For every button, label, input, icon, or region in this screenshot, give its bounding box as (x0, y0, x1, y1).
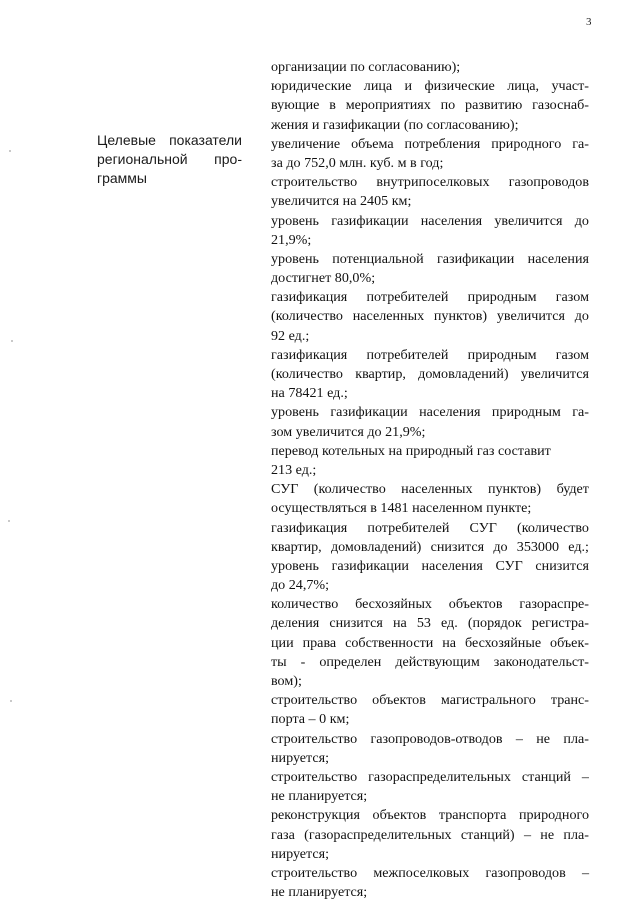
text-word: уровень (271, 404, 319, 421)
text-word: – (581, 768, 589, 785)
text-line (271, 653, 589, 672)
text-line (271, 212, 589, 231)
text-line (271, 883, 589, 902)
text-line (271, 58, 589, 77)
text-word: газом (555, 346, 589, 363)
text-word: ты (271, 653, 287, 670)
text-line (271, 710, 589, 729)
text-word: (порядок (467, 615, 522, 632)
text-word: газоснаб- (532, 97, 589, 114)
text-word: строительство (271, 768, 358, 785)
text-word: ции (271, 634, 294, 651)
text-word: потенциальной (332, 250, 424, 267)
text-word: увеличится (520, 366, 589, 382)
text-word: населения (527, 250, 589, 267)
text-word: населения (421, 557, 483, 574)
text-line (271, 557, 589, 576)
text-word: природным (467, 346, 537, 363)
text-word: потребления (404, 135, 481, 152)
text-word: – (523, 826, 531, 843)
text-word: ед.; (568, 538, 589, 555)
text-word: зом увеличится до 21,9%; (271, 423, 426, 440)
text-word: юридические (271, 78, 352, 95)
label-word: показатели (169, 132, 242, 148)
text-word: объек- (550, 634, 589, 651)
text-line (271, 826, 589, 845)
text-line (271, 231, 589, 250)
text-word: по (440, 97, 456, 114)
text-word: станций) (460, 826, 515, 843)
text-word: СУГ (495, 557, 523, 574)
scan-speck (8, 520, 10, 522)
text-word: участ- (551, 78, 589, 95)
text-line (271, 691, 589, 710)
text-line (271, 787, 589, 806)
text-word: деления (271, 615, 320, 632)
label-word: Целевые (97, 132, 156, 148)
text-line (271, 768, 589, 787)
text-word: газопроводов-отводов (370, 730, 503, 747)
text-line (271, 77, 589, 96)
text-line (271, 576, 589, 595)
text-line (271, 135, 589, 154)
text-word: внутрипоселковых (376, 174, 490, 191)
text-word: пунктов) (433, 308, 488, 325)
text-word: объектов (448, 596, 503, 613)
text-word: (количество (271, 308, 343, 325)
text-word: лица (363, 78, 393, 95)
text-word: газораспределительных (368, 768, 511, 785)
text-word: домовладений) (330, 538, 422, 555)
text-word: и (404, 78, 413, 95)
text-word: природным (491, 404, 561, 421)
text-word: населенных (401, 481, 473, 498)
text-word: не (540, 826, 555, 843)
text-word: снизится (329, 615, 383, 632)
text-word: (количество (271, 366, 343, 382)
text-word: законодательст- (493, 653, 589, 670)
text-line (271, 288, 589, 307)
text-word: нируется; (271, 845, 330, 862)
text-word: природного (491, 135, 562, 152)
text-word: определен (319, 653, 382, 670)
label-line (97, 169, 242, 188)
text-word: реконструкция (271, 807, 360, 824)
text-word: га- (572, 135, 589, 152)
text-line (271, 154, 589, 173)
text-word: природного (518, 807, 589, 824)
text-word: нируется; (271, 749, 330, 766)
text-word: на (442, 634, 457, 651)
text-word: газификация (271, 289, 348, 306)
text-word: транс- (550, 692, 589, 709)
text-word: 213 ед.; (271, 461, 317, 478)
label-line (97, 131, 242, 150)
text-word: потребителей (366, 346, 449, 363)
text-word: не планируется; (271, 788, 368, 805)
text-word: бесхозяйные (465, 634, 542, 651)
text-line (271, 595, 589, 614)
text-word: 92 ед.; (271, 327, 310, 344)
text-word: действующим (395, 653, 480, 670)
text-word: лица, (507, 78, 540, 95)
target-indicators-text (271, 58, 589, 902)
text-word: увеличится (496, 308, 565, 325)
text-word: организации по согласованию); (271, 59, 461, 75)
text-word: не (536, 730, 551, 747)
text-word: пла- (563, 826, 589, 843)
text-word: газификации (330, 404, 408, 421)
text-word: объектов (372, 692, 426, 709)
text-word: газопроводов (508, 174, 589, 191)
text-line (271, 423, 589, 442)
text-line (271, 672, 589, 691)
text-word: жения и газификации (по согласованию); (271, 116, 519, 133)
text-word: физические (424, 78, 495, 95)
text-line (271, 538, 589, 557)
text-word: строительство (271, 174, 358, 191)
text-word: мероприятиях (345, 97, 431, 114)
text-line (271, 384, 589, 403)
text-word: регистра- (531, 615, 589, 632)
label-word: региональной (97, 151, 188, 168)
text-word: будет (556, 481, 589, 498)
text-line (271, 614, 589, 633)
text-line (271, 346, 589, 365)
text-word: вующие (271, 97, 320, 114)
text-word: газификации (331, 212, 409, 229)
text-word: станций (521, 768, 571, 785)
text-word: строительство (271, 730, 358, 747)
text-word: увеличится (494, 212, 563, 229)
text-word: увеличится на 2405 км; (271, 193, 412, 210)
text-line (271, 749, 589, 768)
text-word: осуществляться в 1481 населенном пункте; (271, 500, 532, 517)
text-line (271, 365, 589, 384)
scan-speck (11, 340, 13, 342)
text-word: собственности (345, 634, 434, 651)
text-word: до (574, 308, 589, 325)
text-word: строительство (271, 692, 358, 709)
text-line (271, 250, 589, 269)
text-word: 21,9%; (271, 231, 312, 248)
text-word: не планируется; (271, 884, 368, 901)
label-word: про- (214, 151, 242, 168)
text-word: до 24,7%; (271, 577, 330, 594)
text-word: СУГ (469, 519, 497, 536)
text-word: населения (420, 212, 483, 229)
text-word: магистрального (440, 692, 536, 709)
text-word: ед. (440, 615, 458, 632)
text-word: газа (271, 826, 295, 843)
text-word: строительство (271, 864, 358, 881)
text-word: – (581, 864, 589, 881)
text-word: СУГ (271, 481, 299, 498)
text-word: объектов (372, 807, 427, 824)
text-word: домовладений) (418, 366, 509, 382)
section-label-target-indicators (97, 131, 242, 189)
text-line (271, 307, 589, 326)
text-line (271, 519, 589, 538)
text-word: до (574, 212, 589, 229)
text-line (271, 461, 589, 480)
text-line (271, 845, 589, 864)
text-word: уровень (271, 250, 319, 267)
text-word: га- (572, 404, 589, 421)
text-line (271, 730, 589, 749)
label-line (97, 150, 242, 169)
text-word: населенных (352, 308, 425, 325)
scan-speck (10, 700, 12, 702)
text-word: развитию (465, 97, 523, 114)
text-line (271, 192, 589, 211)
text-word: порта – 0 км; (271, 711, 350, 728)
text-word: газом (555, 289, 589, 306)
text-line (271, 499, 589, 518)
text-word: увеличение (271, 135, 341, 152)
text-word: квартир, (355, 366, 406, 382)
text-line (271, 269, 589, 288)
text-word: газораспре- (519, 596, 589, 613)
text-word: (количество (517, 519, 589, 536)
text-word: газификация (271, 519, 348, 536)
text-word: (количество (313, 481, 386, 498)
text-word: перевод котельных на природный газ составит (271, 442, 551, 459)
text-word: газификации (437, 250, 515, 267)
text-word: транспорта (438, 807, 507, 824)
text-line (271, 327, 589, 346)
text-word: в (329, 97, 336, 114)
text-word: населения (419, 404, 481, 421)
text-line (271, 480, 589, 499)
text-word: 353000 (516, 538, 560, 555)
text-word: бесхозяйных (355, 596, 432, 613)
scan-speck (9, 150, 11, 152)
text-line (271, 116, 589, 135)
text-word: права (302, 634, 337, 651)
text-word: вом); (271, 673, 302, 689)
text-word: за до 752,0 млн. куб. м в год; (271, 154, 444, 171)
text-word: пла- (563, 730, 589, 747)
text-word: уровень (271, 212, 319, 229)
text-word: достигнет 80,0%; (271, 270, 376, 287)
text-word: газификации (331, 557, 409, 574)
text-word: – (515, 730, 523, 747)
text-word: (газораспределительных (304, 826, 452, 843)
text-word: снизится (535, 557, 589, 574)
text-word: газопроводов (485, 864, 566, 881)
text-line (271, 806, 589, 825)
text-word: уровень (271, 557, 319, 574)
text-word: количество (271, 596, 339, 613)
text-word: 53 (416, 615, 431, 632)
text-line (271, 864, 589, 883)
text-word: - (300, 653, 306, 670)
text-line (271, 403, 589, 422)
text-word: природным (467, 289, 537, 306)
text-line (271, 442, 589, 461)
text-word: снизится (430, 538, 485, 555)
text-line (271, 634, 589, 653)
text-line (271, 173, 589, 192)
text-word: на (392, 615, 407, 632)
text-line (271, 96, 589, 115)
text-word: газификация (271, 346, 348, 363)
label-word: граммы (97, 170, 147, 187)
text-word: квартир, (271, 538, 322, 555)
text-word: объема (351, 135, 394, 152)
text-word: потребителей (367, 519, 450, 536)
page-number: 3 (586, 16, 592, 28)
text-word: потребителей (366, 289, 449, 306)
text-word: до (493, 538, 508, 555)
text-word: пунктов) (487, 481, 542, 498)
text-word: межпоселковых (373, 864, 470, 881)
text-word: на 78421 ед.; (271, 385, 348, 402)
